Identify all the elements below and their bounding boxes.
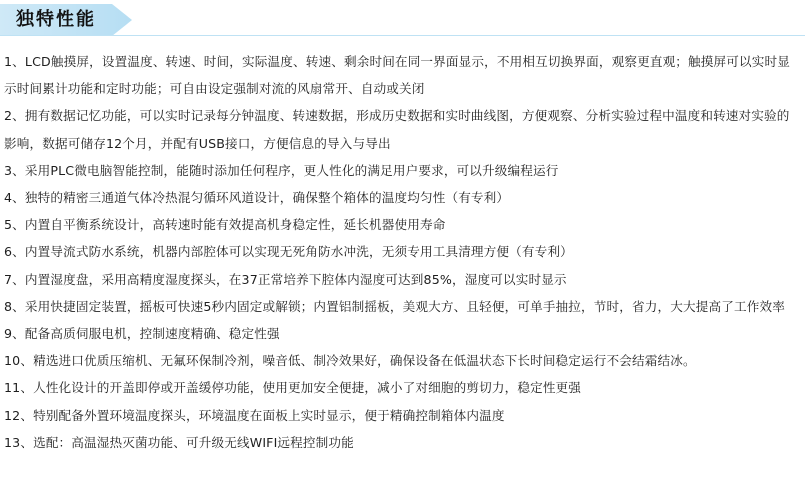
feature-item-13: 13、选配：高温湿热灭菌功能、可升级无线WIFI远程控制功能 bbox=[4, 434, 354, 450]
feature-item-5: 5、内置自平衡系统设计，高转速时能有效提高机身稳定性，延长机器使用寿命 bbox=[4, 217, 446, 233]
feature-item-3: 3、采用PLC微电脑智能控制，能随时添加任何程序，更人性化的满足用户要求，可以升级编程运行 bbox=[4, 162, 559, 178]
feature-item-1: 1、LCD触摸屏，设置温度、转速、时间，实际温度、转速、剩余时间在同一界面显示，不用相互切换界面，观察更直观；触摸屏可以实时显示时间累计功能和定时功能；可自由设定强制对流的风扇常开、自动或关闭 bbox=[4, 54, 791, 97]
feature-list bbox=[4, 48, 802, 456]
feature-item-8: 8、采用快捷固定装置，摇板可快速5秒内固定或解锁；内置铝制摇板，美观大方、且轻便，可单手抽拉，节时，省力，大大提高了工作效率 bbox=[4, 298, 785, 314]
feature-item-11: 11、人性化设计的开盖即停或开盖缓停功能，使用更加安全便捷，减小了对细胞的剪切力，稳定性更强 bbox=[4, 380, 582, 396]
feature-item-2: 2、拥有数据记忆功能，可以实时记录每分钟温度、转速数据，形成历史数据和实时曲线图，方便观察、分析实验过程中温度和转速对实验的影响，数据可储存12个月，并配有USB接口，方便信息的导入与导出 bbox=[4, 108, 790, 151]
header-divider bbox=[0, 35, 805, 36]
section-header bbox=[0, 0, 805, 36]
feature-item-10: 10、精选进口优质压缩机、无氟环保制冷剂，噪音低、制冷效果好，确保设备在低温状态下长时间稳定运行不会结霜结冰。 bbox=[4, 353, 696, 369]
feature-item-4: 4、独特的精密三通道气体冷热混匀循环风道设计，确保整个箱体的温度均匀性（有专利） bbox=[4, 190, 510, 206]
section-title: 独特性能 bbox=[16, 9, 96, 30]
feature-item-9: 9、配备高质伺服电机，控制速度精确、稳定性强 bbox=[4, 326, 280, 342]
feature-item-6: 6、内置导流式防水系统，机器内部腔体可以实现无死角防水冲洗，无须专用工具清理方便（有专利） bbox=[4, 244, 573, 260]
feature-item-12: 12、特别配备外置环境温度探头，环境温度在面板上实时显示，便于精确控制箱体内温度 bbox=[4, 407, 505, 423]
feature-item-7: 7、内置湿度盘，采用高精度湿度探头，在37正常培养下腔体内湿度可达到85%，湿度可以实时显示 bbox=[4, 271, 567, 287]
